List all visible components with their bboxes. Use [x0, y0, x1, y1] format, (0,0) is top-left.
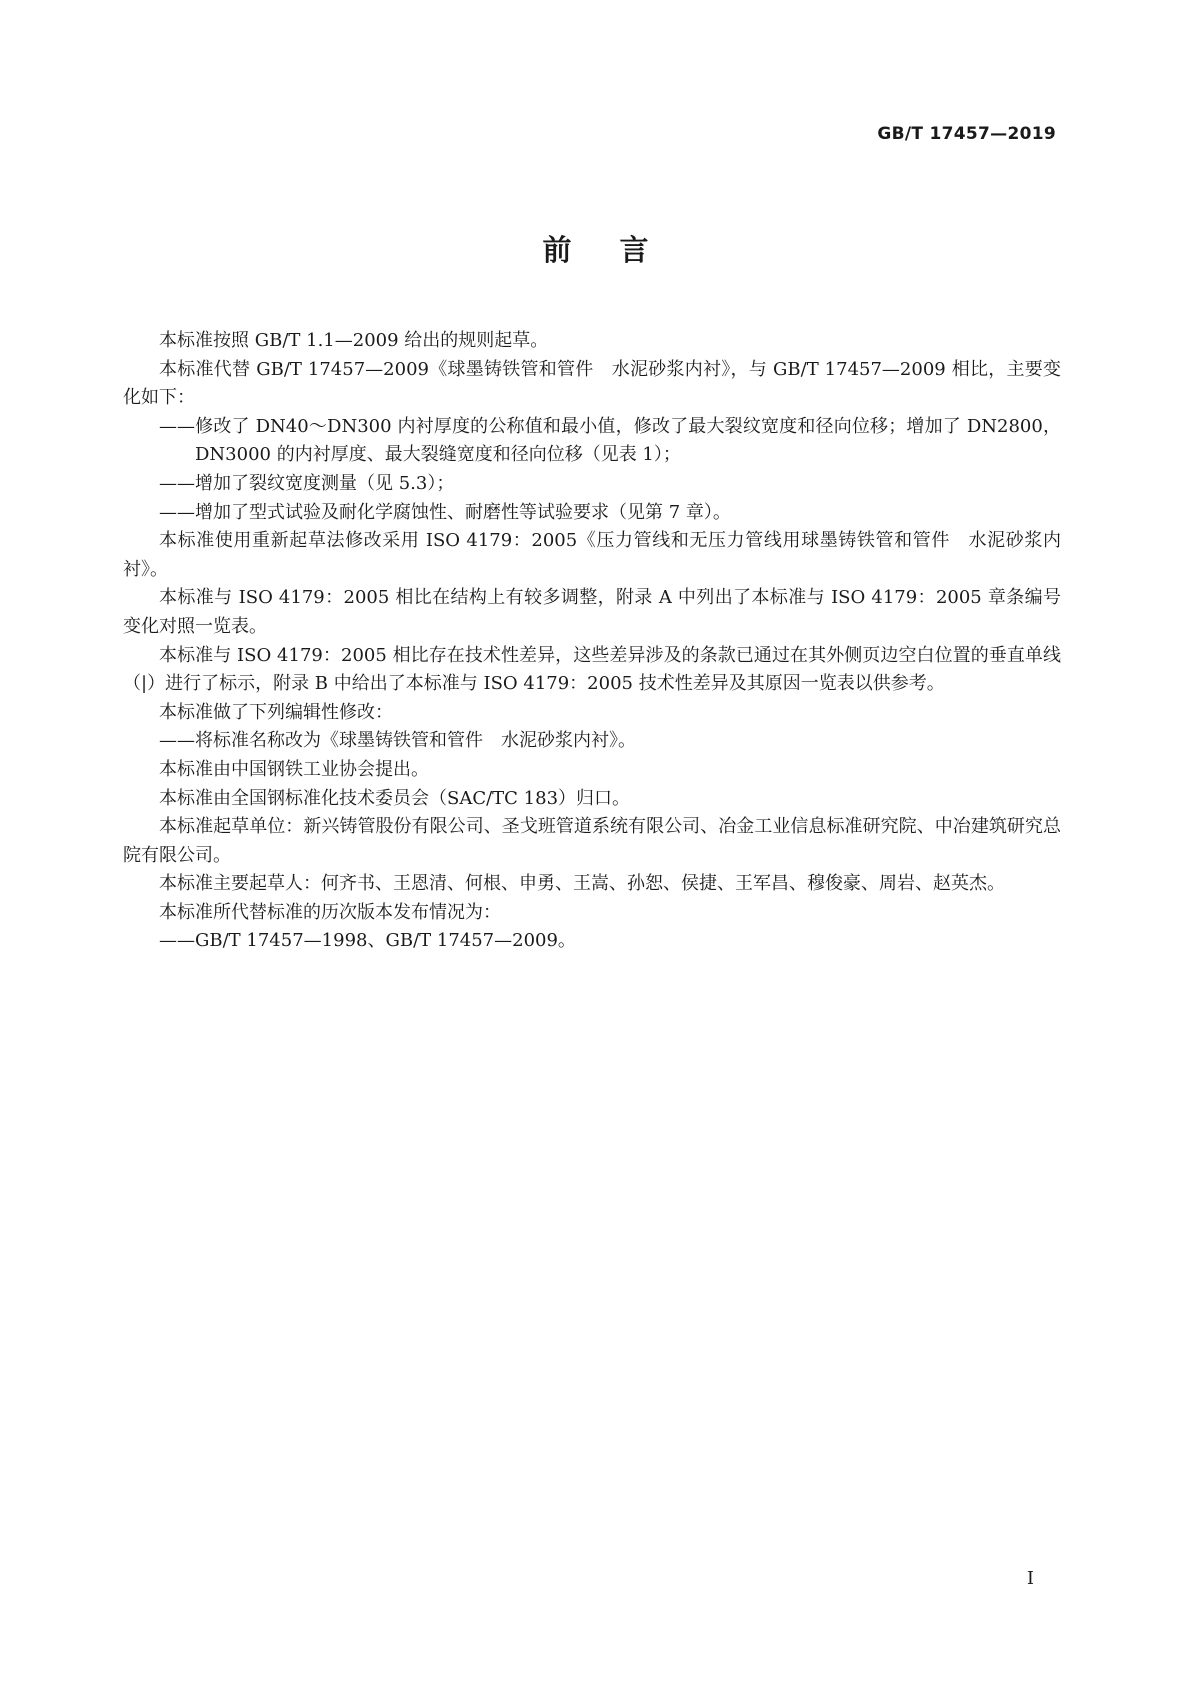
change-list-item: ——增加了裂纹宽度测量（见 5.3）；	[159, 472, 455, 494]
document-body	[123, 327, 1061, 956]
paragraph: 本标准按照 GB/T 1.1—2009 给出的规则起草。	[159, 330, 549, 351]
paragraph: 本标准与 ISO 4179：2005 相比存在技术性差异，这些差异涉及的条款已通过在其外侧页边空白位置的垂直单线（|）进行了标示，附录 B 中给出了本标准与 ISO 4179：2005 技术性差异及其原因一览表以供参考。	[123, 644, 1061, 695]
history-list-item: ——GB/T 17457—1998、GB/T 17457—2009。	[159, 930, 576, 952]
edit-list-item: ——将标准名称改为《球墨铸铁管和管件 水泥砂浆内衬》。	[159, 730, 636, 752]
page-title: 前言	[542, 233, 697, 267]
change-list-item: ——增加了型式试验及耐化学腐蚀性、耐磨性等试验要求（见第 7 章）。	[159, 501, 731, 523]
paragraph: 本标准与 ISO 4179：2005 相比在结构上有较多调整，附录 A 中列出了本标准与 ISO 4179：2005 章条编号变化对照一览表。	[123, 587, 1061, 637]
page-number: I	[1026, 1568, 1034, 1589]
paragraph: 本标准使用重新起草法修改采用 ISO 4179：2005《压力管线和无压力管线用球墨铸铁管和管件 水泥砂浆内衬》。	[123, 530, 1061, 580]
paragraph: 本标准代替 GB/T 17457—2009《球墨铸铁管和管件 水泥砂浆内衬》，与 GB/T 17457—2009 相比，主要变化如下：	[123, 358, 1061, 409]
paragraph: 本标准由全国钢标准化技术委员会（SAC/TC 183）归口。	[159, 787, 631, 809]
change-list-item: ——修改了 DN40～DN300 内衬厚度的公称值和最小值，修改了最大裂纹宽度和径向位移；增加了 DN2800，DN3000 的内衬厚度、最大裂缝宽度和径向位移（见表 1）；	[159, 415, 1061, 466]
paragraph: 本标准所代替标准的历次版本发布情况为：	[159, 901, 501, 923]
paragraph: 本标准主要起草人：何齐书、王恩清、何根、申勇、王嵩、孙恕、侯捷、王军昌、穆俊豪、周岩、赵英杰。	[159, 873, 1005, 895]
paragraph: 本标准做了下列编辑性修改：	[159, 701, 393, 723]
paragraph: 本标准起草单位：新兴铸管股份有限公司、圣戈班管道系统有限公司、冶金工业信息标准研究院、中冶建筑研究总院有限公司。	[123, 816, 1061, 866]
paragraph: 本标准由中国钢铁工业协会提出。	[159, 758, 429, 780]
standard-code: GB/T 17457—2019	[877, 124, 1056, 144]
